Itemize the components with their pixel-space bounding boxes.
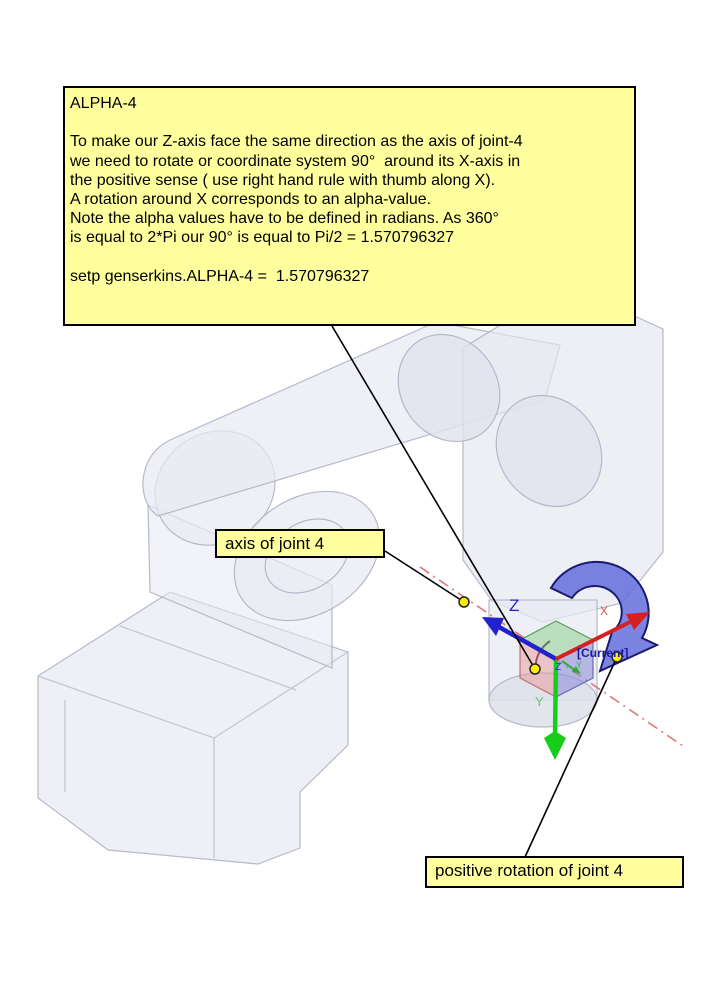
x-axis-label: X (600, 604, 609, 618)
alpha4-note-box (63, 86, 636, 326)
mini-y-axis-label: Y (576, 660, 583, 670)
current-frame-label: [Current] (577, 646, 629, 660)
axis-of-joint4-label: axis of joint 4 (215, 529, 385, 558)
y-axis-label: Y (535, 694, 544, 709)
mini-z-axis-label: Z (555, 662, 562, 673)
note-line: we need to rotate or coordinate system 90° around its X-axis in (70, 152, 521, 170)
note-line-title: ALPHA-4 (70, 95, 137, 112)
positive-rotation-label: positive rotation of joint 4 (425, 856, 684, 888)
note-line: the positive sense ( use right hand rule with thumb along X). (70, 171, 496, 189)
note-line: is equal to 2*Pi our 90° is equal to Pi/2 = 1.570796327 (70, 229, 455, 247)
y-axis-arrowhead (544, 731, 566, 760)
note-line: To make our Z-axis face the same direction as the axis of joint-4 (70, 133, 523, 151)
note-line: A rotation around X corresponds to an alpha-value. (70, 191, 432, 208)
z-axis-label: Z (509, 596, 520, 615)
note-line-blank (70, 113, 629, 132)
marker-dot-origin (530, 664, 540, 674)
marker-dot-axis (459, 597, 469, 607)
note-line-command: setp genserkins.ALPHA-4 = 1.570796327 (70, 267, 370, 285)
note-line: Note the alpha values have to be defined in radians. As 360° (70, 210, 499, 228)
note-line-blank (70, 248, 629, 267)
leader-axis-label (385, 551, 464, 602)
